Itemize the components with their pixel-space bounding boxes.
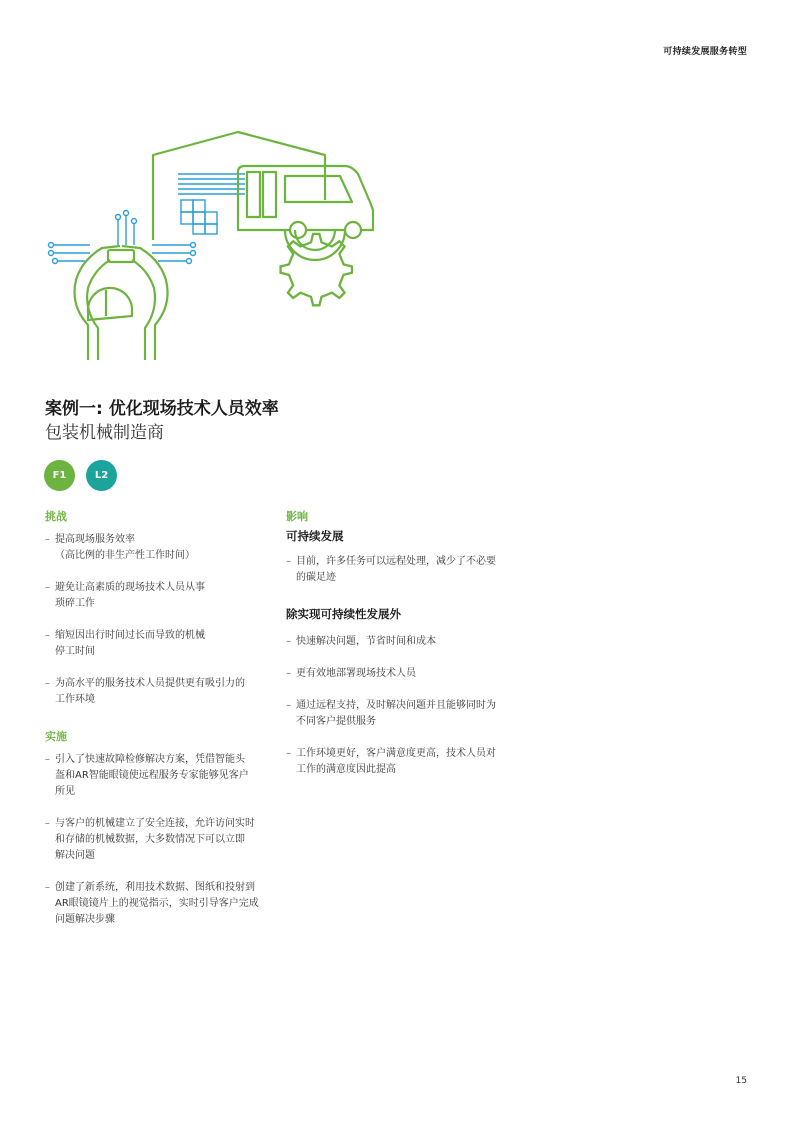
tag-l2-badge: L2 [86,460,117,491]
list-item: – 避免让高素质的现场技术人员从事 琐碎工作 [45,580,275,612]
beyond-sustainability-heading: 除实现可持续性发展外 [286,607,401,621]
right-column [286,508,521,794]
list-item: – 为高水平的服务技术人员提供更有吸引力的 工作环境 [45,676,275,708]
page-number: 15 [735,1076,747,1086]
impact-heading: 影响 [286,510,308,523]
list-item: – 更有效地部署现场技术人员 [286,666,521,682]
list-item: – 提高现场服务效率 （高比例的非生产性工作时间） [45,532,275,564]
implementation-list [45,752,275,928]
list-item: – 创建了新系统，利用技术数据、图纸和投射到 AR眼镜镜片上的视觉指示，实时引导客户完成 问题解决步骤 [45,880,275,928]
tag-f1-badge: F1 [44,460,75,491]
case-subtitle: 包装机械制造商 [45,423,164,443]
beyond-sustainability-list [286,634,521,778]
list-item: – 引入了快速故障检修解决方案，凭借智能头 盔和AR智能眼镜使远程服务专家能够见客户 所见 [45,752,275,800]
list-item: – 目前，许多任务可以远程处理，减少了不必要 的碳足迹 [286,554,521,586]
list-item: – 与客户的机械建立了安全连接，允许访问实时 和存储的机械数据，大多数情况下可以立即 解决问题 [45,816,275,864]
case-title: 案例一: 优化现场技术人员效率 [45,399,279,419]
list-item: – 缩短因出行时间过长而导致的机械 停工时间 [45,628,275,660]
service-illustration [40,120,385,370]
list-item: – 快速解决问题，节省时间和成本 [286,634,521,650]
implementation-heading: 实施 [45,730,67,743]
list-item: – 工作环境更好，客户满意度更高，技术人员对 工作的满意度因此提高 [286,746,521,778]
left-column [45,508,275,944]
running-header: 可持续发展服务转型 [663,47,747,57]
challenge-heading: 挑战 [45,510,67,523]
sustainability-list [286,554,521,586]
challenge-list [45,532,275,708]
sustainability-heading: 可持续发展 [286,529,344,543]
list-item: – 通过远程支持，及时解决问题并且能够同时为 不同客户提供服务 [286,698,521,730]
